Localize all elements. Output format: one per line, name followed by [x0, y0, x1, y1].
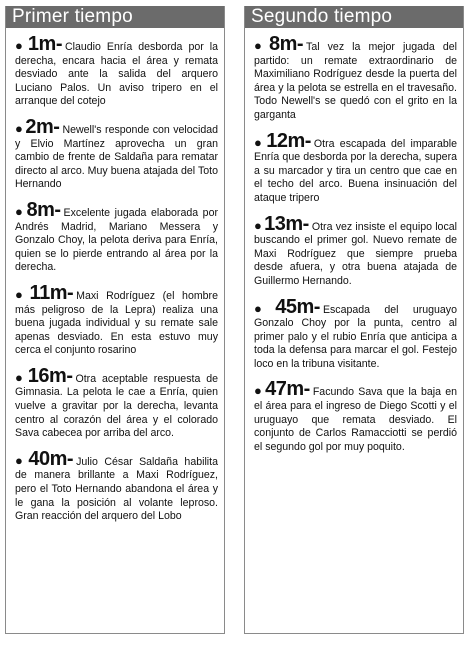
play-text: Newell's responde con velocidad y Elvio Martínez aprovecha un gran cambio de frente de Saldaña para rematar directo al arco. Muy buena atajada del Toto Hernando	[15, 123, 218, 191]
bullet-icon: ●	[254, 134, 265, 150]
bullet-icon: ●	[15, 120, 24, 136]
play-text: Facundo Sava que la baja en el área para el ingreso de Diego Scotti y el uruguayo que remata desviado. El conjunto de Carlos Ramacciotti se perdió el segundo gol por muy poquito.	[254, 386, 457, 453]
bullet-icon: ●	[254, 217, 263, 233]
play-entry	[254, 378, 457, 454]
bullet-icon: ●	[254, 383, 264, 399]
second-half-entries	[245, 28, 463, 454]
play-text: Otra aceptable respuesta de Gimnasia. La pelota le cae a Enría, quien vuelve a gravitar por la derecha, levanta centro al corazón del área y el colorado Sava cabecea por arriba del arco.	[15, 372, 218, 440]
first-half-column	[5, 6, 225, 634]
play-text: Escapada del uruguayo Gonzalo Choy por la punta, centro al primer palo y el rubio Enría que anticipa a toda la defensa para marcar el gol. Festejo loco en la tribuna visitante.	[254, 303, 457, 370]
play-minute: 13m-	[264, 212, 309, 235]
play-entry	[254, 129, 457, 206]
play-minute: 45m-	[275, 295, 320, 318]
play-text: Otra vez insiste el equipo local buscando el primer gol. Nuevo remate de Maxi Rodríguez que siempre prueba desde afuera, y otra buena atajada de Guillermo Hernando.	[254, 220, 457, 287]
play-entry	[15, 198, 218, 275]
play-minute: 8m-	[26, 198, 61, 221]
play-entry	[254, 33, 457, 123]
first-half-entries	[6, 28, 224, 524]
play-entry	[15, 115, 218, 192]
bullet-icon: ●	[15, 452, 27, 468]
play-minute: 8m-	[268, 33, 304, 55]
play-text: Julio César Saldaña habilita de manera brillante a Maxi Rodríguez, pero el Toto Hernando abandona el área y le gana la posición al volante leproso. Gran reacción del arquero del Lobo	[15, 455, 219, 523]
play-minute: 2m-	[25, 115, 60, 138]
play-minute: 12m-	[266, 129, 311, 152]
bullet-icon: ●	[15, 38, 26, 53]
play-entry	[15, 364, 218, 441]
bullet-icon: ●	[254, 300, 274, 316]
bullet-icon: ●	[15, 286, 28, 302]
play-text: Otra escapada del imparable Enría que desborda por la derecha, supera a su marcador y tira un centro que cae en el techo del arco. Buena insinuación del ataque tripero	[254, 137, 457, 204]
play-text: Maxi Rodríguez (el hombre más peligroso de la Lepra) realiza una buena jugada individual y su remate sale apenas desviado. En esta estuvo muy cerca el conjunto rosarino	[15, 289, 218, 357]
play-entry	[254, 212, 457, 289]
play-entry	[15, 447, 219, 524]
play-entry	[254, 295, 457, 372]
play-text: Excelente jugada elaborada por Andrés Madrid, Mariano Messera y Gonzalo Choy, la pelota deriva para Enría, quien se lo pierde entrando al área por la derecha.	[15, 206, 218, 274]
play-minute: 11m-	[29, 281, 74, 304]
bullet-icon: ●	[254, 38, 267, 53]
play-minute: 47m-	[265, 378, 310, 401]
bullet-icon: ●	[15, 369, 26, 385]
play-minute: 16m-	[27, 364, 73, 387]
play-text: Claudio Enría desborda por la derecha, encara hacia el área y remata desviado ante la salida del arquero Luciano Palos. Un aviso tripero en el arranque del cotejo	[15, 41, 218, 108]
play-minute: 1m-	[27, 33, 62, 55]
first-half-title: Primer tiempo	[6, 6, 224, 28]
play-entry	[15, 33, 218, 109]
play-text: Tal vez la mejor jugada del partido: un remate extraordinario de Maximiliano Rodríguez desde la puerta del área y la pelota se estrella en el travesaño. Todo Newell's se quedó con el grito en la garganta	[254, 41, 457, 121]
play-minute: 40m-	[28, 447, 74, 470]
second-half-column	[244, 6, 464, 634]
bullet-icon: ●	[15, 203, 25, 219]
second-half-title: Segundo tiempo	[245, 6, 463, 28]
play-entry	[15, 281, 218, 358]
